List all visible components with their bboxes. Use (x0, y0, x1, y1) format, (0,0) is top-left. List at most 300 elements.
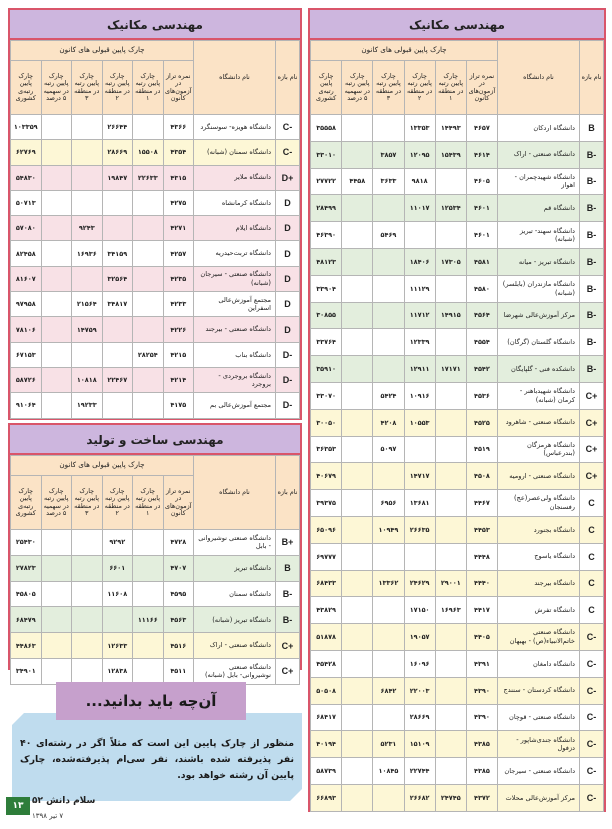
header-score: نمره تراز در آزمون‌های کانون (163, 476, 194, 530)
table-row (311, 141, 604, 168)
band-cell: C+ (580, 436, 604, 463)
band-cell: D (276, 292, 300, 317)
quota5-cell (41, 367, 72, 392)
university-cell: دانشگاه قم (498, 195, 580, 222)
score-cell: ۴۶۰۱ (466, 195, 497, 222)
region2-cell: ۱۲۹۱۱ (404, 356, 435, 383)
region2-cell: ۹۸۱۸ (404, 168, 435, 195)
band-cell: D (276, 241, 300, 266)
region1-cell (133, 658, 164, 684)
magazine-logo: سلام دانش ۵۲ (32, 796, 96, 806)
score-cell: ۴۳۱۵ (163, 165, 194, 190)
region3-cell: ۵۰۹۷ (373, 436, 404, 463)
quota5-cell (342, 704, 373, 731)
band-cell: B- (276, 607, 300, 633)
national-rank-cell: ۵۴۸۳۰ (11, 165, 42, 190)
table-row (311, 650, 604, 677)
table-row (311, 222, 604, 249)
region1-cell (435, 329, 466, 356)
quota5-cell (342, 516, 373, 543)
region1-cell: ۱۵۴۳۹ (435, 141, 466, 168)
band-cell: D (276, 317, 300, 342)
band-cell: B- (580, 329, 604, 356)
national-rank-cell: ۴۸۱۲۳ (311, 248, 342, 275)
band-cell: C+ (276, 633, 300, 659)
header-region3: چارک پایین رتبه در منطقه ۳ (373, 61, 404, 115)
university-cell: دانشگاه بیرجند (498, 570, 580, 597)
region2-cell: ۱۲۳۳۹ (404, 329, 435, 356)
region3-cell (72, 633, 103, 659)
university-cell: دانشگاه صنعتی - بیرجند (194, 317, 276, 342)
region2-cell (102, 393, 133, 418)
region1-cell (133, 317, 164, 342)
table-row (311, 329, 604, 356)
region2-cell: ۱۲۸۳۸ (102, 658, 133, 684)
region2-cell: ۱۱۱۲۹ (404, 275, 435, 302)
quota5-cell (342, 624, 373, 651)
score-cell: ۴۶۰۵ (466, 168, 497, 195)
region2-cell: ۲۸۶۶۹ (404, 704, 435, 731)
national-rank-cell: ۳۴۹۰۱ (11, 658, 42, 684)
table-row (311, 195, 604, 222)
university-cell: دانشگاه کردستان - سنندج (498, 677, 580, 704)
national-rank-cell: ۳۳۹۰۴ (311, 275, 342, 302)
university-cell: دانشگاه بجنورد (498, 516, 580, 543)
national-rank-cell: ۴۰۶۷۹ (311, 463, 342, 490)
region3-cell: ۳۶۳۳ (373, 168, 404, 195)
region3-cell: ۵۲۳۱ (373, 731, 404, 758)
region2-cell (102, 216, 133, 241)
region2-cell: ۹۲۹۲ (102, 530, 133, 556)
university-cell: دانشگاه تفرش (498, 597, 580, 624)
band-cell: B- (580, 302, 604, 329)
band-cell: D- (276, 342, 300, 367)
region3-cell (373, 543, 404, 570)
data-table (10, 455, 300, 685)
region3-cell (72, 190, 103, 215)
score-cell: ۴۴۶۷ (466, 490, 497, 517)
region3-cell (373, 650, 404, 677)
quota5-cell (41, 342, 72, 367)
band-cell: D (276, 216, 300, 241)
quota5-cell (41, 241, 72, 266)
region3-cell: ۶۸۴۲ (373, 677, 404, 704)
table-row (11, 658, 300, 684)
score-cell: ۴۵۶۴ (466, 302, 497, 329)
university-cell: دانشگاه یاسوج (498, 543, 580, 570)
table-row (311, 248, 604, 275)
university-cell: دانشگاه شهیدباهنر - کرمان (شبانه) (498, 382, 580, 409)
region2-cell: ۱۳۶۸۱ (404, 490, 435, 517)
quota5-cell (41, 633, 72, 659)
university-cell: دانشگاه سمنان (194, 581, 276, 607)
university-cell: دانشگاه صنعتی - سیرجان (شبانه) (194, 266, 276, 291)
region1-cell (435, 222, 466, 249)
band-cell: B- (580, 248, 604, 275)
header-region1: چارک پایین رتبه در منطقه ۱ (435, 61, 466, 115)
national-rank-cell: ۳۳۰۱۰ (311, 141, 342, 168)
national-rank-cell: ۶۹۷۷۷ (311, 543, 342, 570)
region3-cell: ۲۱۵۶۴ (72, 292, 103, 317)
score-cell: ۴۴۴۸ (466, 543, 497, 570)
quota5-cell (41, 216, 72, 241)
table-row (11, 633, 300, 659)
university-cell: دانشگاه شهیدچمران - اهواز (498, 168, 580, 195)
region3-cell: ۶۹۵۶ (373, 490, 404, 517)
table-row (11, 393, 300, 418)
score-cell: ۴۲۲۶ (163, 317, 194, 342)
university-cell: مجتمع آموزش‌عالی اسفراین (194, 292, 276, 317)
national-rank-cell: ۴۶۳۹۰ (311, 222, 342, 249)
region1-cell (133, 241, 164, 266)
region1-cell: ۲۸۲۵۴ (133, 342, 164, 367)
university-cell: دانشگاه تبریز - میانه (498, 248, 580, 275)
quota5-cell (342, 382, 373, 409)
region2-cell: ۲۲۷۴۴ (404, 758, 435, 785)
region1-cell (133, 530, 164, 556)
band-cell: C- (276, 115, 300, 140)
header-region1: چارک پایین رتبه در منطقه ۱ (133, 476, 164, 530)
region3-cell (72, 530, 103, 556)
national-rank-cell: ۶۵۰۹۶ (311, 516, 342, 543)
quota5-cell (342, 597, 373, 624)
region3-cell: ۱۰۸۱۸ (72, 367, 103, 392)
callout-text: منظور از چارک پایین این است که مثلاً اگر در رشته‌ای ۴۰ نفر پذیرفته شده باشند، نفر سی‌ام پذیرفته‌شده، چارک پایین آن رشته خواهد بود. (20, 738, 294, 781)
region3-cell (373, 356, 404, 383)
university-cell: دانشگاه تبریز (شبانه) (194, 607, 276, 633)
university-cell: دانشگاه جندی‌شاپور - دزفول (498, 731, 580, 758)
university-cell: دانشگاه تبریز (194, 555, 276, 581)
region3-cell: ۱۰۹۴۹ (373, 516, 404, 543)
national-rank-cell: ۹۷۹۵۸ (11, 292, 42, 317)
band-cell: D (276, 266, 300, 291)
score-cell: ۴۲۷۵ (163, 190, 194, 215)
table-title: مهندسی مکانیک (10, 10, 300, 40)
band-cell: C- (580, 650, 604, 677)
quota5-cell (342, 329, 373, 356)
score-cell: ۴۳۸۵ (466, 758, 497, 785)
quota5-cell (41, 607, 72, 633)
region2-cell: ۲۶۶۸۲ (404, 784, 435, 811)
region1-cell (133, 367, 164, 392)
region1-cell (435, 543, 466, 570)
table-title: مهندسی ساخت و تولید (10, 425, 300, 455)
region1-cell (133, 581, 164, 607)
national-rank-cell: ۲۵۴۳۰ (11, 530, 42, 556)
region1-cell (435, 677, 466, 704)
national-rank-cell: ۲۷۸۲۳ (11, 555, 42, 581)
band-cell: C- (276, 140, 300, 165)
national-rank-cell: ۳۰۸۵۵ (311, 302, 342, 329)
band-cell: C- (580, 624, 604, 651)
region2-cell: ۱۹۸۴۷ (102, 165, 133, 190)
score-cell: ۴۳۹۰ (466, 704, 497, 731)
table-row (311, 275, 604, 302)
header-score: نمره تراز در آزمون‌های کانون (466, 61, 497, 115)
band-cell: C (580, 543, 604, 570)
national-rank-cell: ۲۸۴۹۹ (311, 195, 342, 222)
university-cell: دانشگاه اردکان (498, 115, 580, 142)
quota5-cell (342, 463, 373, 490)
region3-cell (373, 463, 404, 490)
region3-cell: ۱۰۸۴۵ (373, 758, 404, 785)
university-cell: دانشگاه صنعتی نوشیروانی - بابل (194, 530, 276, 556)
region2-cell: ۶۶۰۱ (102, 555, 133, 581)
score-cell: ۴۵۳۶ (466, 382, 497, 409)
region2-cell: ۳۴۸۱۷ (102, 292, 133, 317)
national-rank-cell: ۳۰۰۵۰ (311, 409, 342, 436)
region2-cell: ۱۱۰۱۷ (404, 195, 435, 222)
band-cell: B- (580, 222, 604, 249)
region2-cell: ۱۱۶۰۸ (102, 581, 133, 607)
region3-cell (72, 165, 103, 190)
region2-cell: ۱۴۷۱۷ (404, 463, 435, 490)
score-cell: ۴۲۳۵ (163, 266, 194, 291)
score-cell: ۴۵۱۹ (466, 436, 497, 463)
table-row (11, 190, 300, 215)
university-cell: دانشگاه صنعتی - شاهرود (498, 409, 580, 436)
region3-cell: ۱۹۲۳۳ (72, 393, 103, 418)
callout-title: آن‌چه باید بدانید... (56, 682, 246, 720)
data-table (10, 40, 300, 419)
score-cell: ۴۵۶۳ (163, 607, 194, 633)
quota5-cell (342, 570, 373, 597)
quota5-cell (342, 222, 373, 249)
issue-date: ۷ تیر ۱۳۹۸ (32, 812, 64, 820)
region1-cell (435, 382, 466, 409)
table-row (11, 115, 300, 140)
region2-cell: ۱۶۰۹۶ (404, 650, 435, 677)
band-cell: C+ (276, 658, 300, 684)
header-region2: چارک پایین رتبه در منطقه ۲ (404, 61, 435, 115)
table-row (311, 704, 604, 731)
region3-cell (373, 329, 404, 356)
score-cell: ۴۴۵۳ (466, 516, 497, 543)
score-cell: ۴۴۴۰ (466, 570, 497, 597)
region3-cell (373, 784, 404, 811)
university-cell: دانشگاه تربت‌حیدریه (194, 241, 276, 266)
region2-cell: ۲۲۰۰۳ (404, 677, 435, 704)
table-row (311, 516, 604, 543)
band-cell: C- (580, 677, 604, 704)
university-cell: مجتمع آموزش‌عالی بم (194, 393, 276, 418)
score-cell: ۴۳۶۶ (163, 115, 194, 140)
table-row (11, 292, 300, 317)
band-cell: B- (580, 168, 604, 195)
national-rank-cell: ۶۲۷۶۹ (11, 140, 42, 165)
quota5-cell (342, 195, 373, 222)
quota5-cell (342, 436, 373, 463)
score-cell: ۴۵۵۴ (466, 329, 497, 356)
band-cell: B- (580, 195, 604, 222)
university-cell: دانشگاه دامغان (498, 650, 580, 677)
region3-cell (373, 704, 404, 731)
quota5-cell (41, 530, 72, 556)
quota5-cell: ۴۴۵۸ (342, 168, 373, 195)
table-row (311, 463, 604, 490)
header-score: نمره تراز در آزمون‌های کانون (163, 61, 194, 115)
region3-cell: ۱۳۳۶۲ (373, 570, 404, 597)
table-row (311, 543, 604, 570)
national-rank-cell: ۴۳۸۲۹ (311, 597, 342, 624)
national-rank-cell: ۸۲۴۵۸ (11, 241, 42, 266)
score-cell: ۴۶۱۴ (466, 141, 497, 168)
region3-cell: ۵۴۶۹ (373, 222, 404, 249)
national-rank-cell: ۷۸۱۰۶ (11, 317, 42, 342)
header-group: چارک پایین قبولی های کانون (311, 41, 498, 61)
table-row (11, 607, 300, 633)
region1-cell (435, 731, 466, 758)
region2-cell: ۱۰۹۱۶ (404, 382, 435, 409)
region3-cell (373, 597, 404, 624)
header-band: نام بازه (580, 41, 604, 115)
region2-cell: ۳۲۵۶۴ (102, 266, 133, 291)
score-cell: ۴۵۱۱ (163, 658, 194, 684)
band-cell: C (580, 516, 604, 543)
region2-cell (102, 342, 133, 367)
score-cell: ۴۵۱۶ (163, 633, 194, 659)
region1-cell (133, 555, 164, 581)
region3-cell (373, 302, 404, 329)
national-rank-cell: ۳۹۳۷۵ (311, 490, 342, 517)
band-cell: D+ (276, 165, 300, 190)
table-row (311, 784, 604, 811)
national-rank-cell: ۴۵۴۲۸ (311, 650, 342, 677)
header-region1: چارک پایین رتبه در منطقه ۱ (133, 61, 164, 115)
quota5-cell (342, 784, 373, 811)
region2-cell (404, 222, 435, 249)
header-university: نام دانشگاه (498, 41, 580, 115)
region3-cell (72, 115, 103, 140)
quota5-cell (342, 302, 373, 329)
region1-cell (435, 650, 466, 677)
header-band: نام بازه (276, 456, 300, 530)
page-number-badge: ۱۳ (6, 797, 30, 815)
quota5-cell (41, 266, 72, 291)
national-rank-cell: ۶۸۴۷۹ (11, 607, 42, 633)
university-cell: مرکز آموزش‌عالی محلات (498, 784, 580, 811)
quota5-cell (342, 275, 373, 302)
score-cell: ۴۵۹۵ (163, 581, 194, 607)
table-panel-mechanical-left (8, 8, 302, 420)
university-cell: دانشگاه بناب (194, 342, 276, 367)
university-cell: دانشگاه سمنان (شبانه) (194, 140, 276, 165)
header-quota5: چارک پایین رتبه در سهمیه ۵ درصد (342, 61, 373, 115)
region1-cell (435, 490, 466, 517)
national-rank-cell: ۲۷۷۲۲ (311, 168, 342, 195)
region3-cell (72, 581, 103, 607)
quota5-cell (41, 165, 72, 190)
score-cell: ۴۵۸۰ (466, 275, 497, 302)
region1-cell: ۱۶۹۶۳ (435, 597, 466, 624)
header-region3: چارک پایین رتبه در منطقه ۳ (72, 476, 103, 530)
region2-cell (102, 607, 133, 633)
region1-cell: ۱۲۵۳۴ (435, 195, 466, 222)
table-row (311, 409, 604, 436)
quota5-cell (342, 356, 373, 383)
region2-cell: ۲۴۶۲۹ (404, 570, 435, 597)
region1-cell: ۲۲۶۳۳ (133, 165, 164, 190)
table-row (311, 490, 604, 517)
quota5-cell (342, 677, 373, 704)
header-university: نام دانشگاه (194, 41, 276, 115)
band-cell: C (580, 597, 604, 624)
table-row (11, 367, 300, 392)
region1-cell (435, 275, 466, 302)
region3-cell: ۳۸۵۷ (373, 141, 404, 168)
region2-cell: ۱۳۳۵۳ (404, 115, 435, 142)
score-cell: ۴۶۵۷ (466, 115, 497, 142)
national-rank-cell: ۳۵۵۵۸ (311, 115, 342, 142)
region2-cell: ۱۸۴۰۶ (404, 248, 435, 275)
national-rank-cell: ۵۰۷۱۳ (11, 190, 42, 215)
score-cell: ۴۲۱۵ (163, 342, 194, 367)
header-group: چارک پایین قبولی های کانون (11, 456, 194, 476)
quota5-cell (342, 490, 373, 517)
quota5-cell (41, 555, 72, 581)
band-cell: C- (580, 784, 604, 811)
region1-cell: ۱۷۱۷۱ (435, 356, 466, 383)
region2-cell (404, 543, 435, 570)
region2-cell: ۱۷۱۵۰ (404, 597, 435, 624)
table-row (11, 216, 300, 241)
quota5-cell (41, 140, 72, 165)
university-cell: دانشکده فنی - گلپایگان (498, 356, 580, 383)
university-cell: دانشگاه صنعتی - قوچان (498, 704, 580, 731)
university-cell: دانشگاه صنعتی - سیرجان (498, 758, 580, 785)
band-cell: B- (580, 356, 604, 383)
region2-cell: ۲۶۶۳۵ (404, 516, 435, 543)
table-row (11, 165, 300, 190)
header-region3: چارک پایین رتبه در منطقه ۳ (72, 61, 103, 115)
score-cell: ۴۳۷۲ (466, 784, 497, 811)
region1-cell (435, 516, 466, 543)
national-rank-cell: ۶۶۸۹۳ (311, 784, 342, 811)
university-cell: دانشگاه بروجردی - بروجرد (194, 367, 276, 392)
header-national: چارک پایین رتبه‌ی کشوری (11, 476, 42, 530)
national-rank-cell: ۶۷۱۵۳ (11, 342, 42, 367)
quota5-cell (342, 650, 373, 677)
table-row (311, 758, 604, 785)
region3-cell (72, 342, 103, 367)
region3-cell: ۹۲۴۳ (72, 216, 103, 241)
table-row (311, 597, 604, 624)
header-region2: چارک پایین رتبه در منطقه ۲ (102, 61, 133, 115)
band-cell: D- (276, 393, 300, 418)
region1-cell: ۱۴۴۹۳ (435, 115, 466, 142)
band-cell: C+ (580, 382, 604, 409)
national-rank-cell: ۵۰۵۰۸ (311, 677, 342, 704)
table-row (311, 731, 604, 758)
score-cell: ۴۵۲۵ (466, 409, 497, 436)
header-national: چارک پایین رتبه‌ی کشوری (11, 61, 42, 115)
region3-cell (72, 266, 103, 291)
university-cell: دانشگاه صنعتی - اراک (194, 633, 276, 659)
region2-cell: ۱۲۰۹۵ (404, 141, 435, 168)
region1-cell (435, 704, 466, 731)
region1-cell: ۱۱۱۶۶ (133, 607, 164, 633)
region1-cell (133, 216, 164, 241)
table-panel-manufacturing (8, 423, 302, 680)
score-cell: ۴۲۳۳ (163, 292, 194, 317)
score-cell: ۴۳۵۴ (163, 140, 194, 165)
table-row (11, 317, 300, 342)
region2-cell: ۲۶۶۴۴ (102, 115, 133, 140)
quota5-cell (41, 115, 72, 140)
national-rank-cell: ۴۴۸۶۳ (11, 633, 42, 659)
region3-cell (373, 195, 404, 222)
table-row (311, 624, 604, 651)
